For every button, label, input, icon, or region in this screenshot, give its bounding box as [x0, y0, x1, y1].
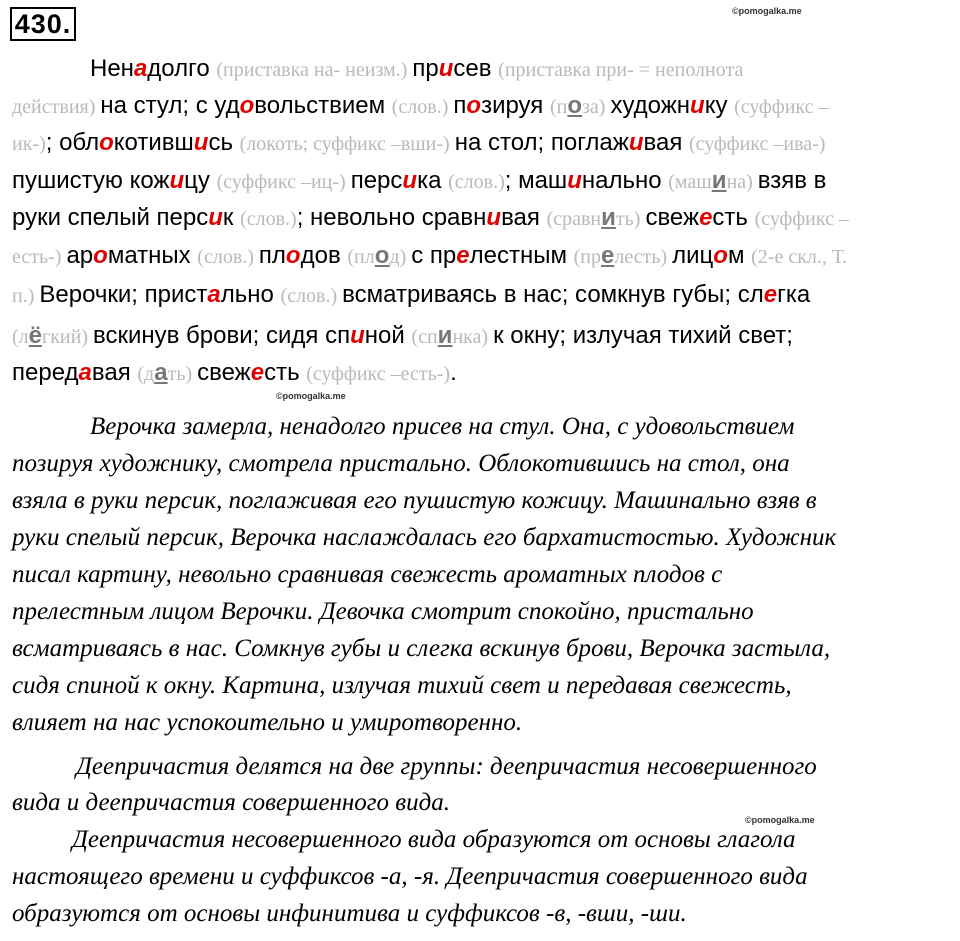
grammar-note: (д [137, 363, 155, 385]
highlighted-vowel: и [438, 55, 454, 82]
highlighted-vowel: о [93, 242, 108, 269]
text-fragment: на стол; поглаж [454, 129, 629, 156]
grammar-note: (суффикс –иц-) [216, 171, 351, 193]
text-fragment: с пр [411, 242, 457, 269]
grammar-note: лесть) [614, 246, 673, 268]
highlighted-vowel: о [239, 92, 255, 119]
text-fragment: ; маш [504, 167, 568, 194]
highlighted-vowel: и [690, 92, 705, 119]
text-fragment: Верочки; прист [39, 281, 208, 308]
grammar-note: (слов.) [280, 285, 343, 307]
story-line: писал картину, невольно сравнивая свежесть ароматных плодов с [12, 561, 723, 588]
text-fragment: м [727, 242, 752, 269]
story-line: сидя спиной к окну. Картина, излучая тихий свет и передавая свежесть, [12, 672, 792, 699]
grammar-note: (маш [668, 171, 712, 193]
grammar-note: (слов.) [197, 246, 259, 268]
grammar-note: за) [582, 96, 611, 118]
text-fragment: вольствием [254, 92, 392, 119]
grammar-note: д) [389, 246, 412, 268]
text-fragment: сть [264, 359, 307, 386]
text-fragment: вая [643, 129, 690, 156]
rule-line: настоящего времени и суффиксов -а, -я. Деепричастия совершенного вида [12, 863, 808, 890]
checking-vowel: ё [28, 322, 42, 349]
text-fragment: сь [208, 129, 240, 156]
text-fragment: вая [91, 359, 138, 386]
highlighted-vowel: а [133, 55, 148, 82]
grammar-note: ть) [167, 363, 198, 385]
story-line: взяла в руки персик, поглаживая его пушистую кожицу. Машинально взяв в [12, 487, 817, 514]
grammar-note: есть-) [12, 246, 67, 268]
grammar-note: (суффикс – [754, 208, 849, 230]
grammar-note: ик-) [12, 133, 46, 155]
grammar-note: (пр [573, 246, 601, 268]
story-line: руки спелый персик, Верочка наслаждалась его бархатистостью. Художник [12, 524, 837, 551]
text-fragment: к [222, 204, 241, 231]
highlighted-vowel: е [763, 281, 778, 308]
rule-line: образуются от основы инфинитива и суффиксов -в, -вши, -ши. [12, 900, 687, 927]
highlighted-vowel: и [402, 167, 418, 194]
text-fragment: цу [184, 167, 217, 194]
highlighted-vowel: о [713, 242, 728, 269]
grammar-note: действия) [12, 96, 101, 118]
text-fragment: п [453, 92, 467, 119]
text-fragment: пр [412, 55, 439, 82]
highlighted-vowel: и [193, 129, 209, 156]
checking-vowel: о [567, 92, 582, 119]
checking-vowel: и [437, 322, 453, 349]
annotated-line [12, 92, 829, 120]
checking-vowel: и [711, 167, 727, 194]
text-fragment: ку [704, 92, 735, 119]
text-fragment: на стул; с уд [100, 92, 240, 119]
text-fragment: перед [12, 359, 79, 386]
highlighted-vowel: о [99, 129, 114, 156]
watermark-bottom: ©pomogalka.me [745, 815, 815, 825]
checking-vowel: а [154, 359, 168, 386]
text-fragment: матных [107, 242, 198, 269]
exercise-number: 430. [10, 7, 76, 41]
grammar-note: (слов.) [391, 96, 454, 118]
story-line: всматриваясь в нас. Сомкнув губы и слегка вскинув брови, Верочка застыла, [12, 635, 831, 662]
highlighted-vowel: и [169, 167, 185, 194]
grammar-note: (л [12, 326, 29, 348]
text-fragment: гка [777, 281, 811, 308]
annotated-line [12, 204, 849, 232]
grammar-note: (п [549, 96, 568, 118]
highlighted-vowel: и [628, 129, 644, 156]
text-fragment: художн [610, 92, 691, 119]
text-fragment: ка [417, 167, 449, 194]
text-fragment: льно [220, 281, 281, 308]
story-line: влияет на нас успокоительно и умиротворенно. [12, 709, 523, 736]
text-fragment: свеж [197, 359, 251, 386]
grammar-note: п.) [12, 285, 40, 307]
text-fragment: ; невольно сравн [296, 204, 487, 231]
highlighted-vowel: о [285, 242, 301, 269]
grammar-note: (локоть; суффикс –вши-) [239, 133, 455, 155]
highlighted-vowel: и [567, 167, 582, 194]
grammar-note: (слов.) [448, 171, 505, 193]
highlighted-vowel: а [207, 281, 221, 308]
watermark-middle: ©pomogalka.me [276, 391, 346, 401]
rule-line: Деепричастия делятся на две группы: деепричастия несовершенного [76, 753, 817, 780]
highlighted-vowel: е [699, 204, 713, 231]
grammar-note: (слов.) [240, 208, 297, 230]
text-fragment: свеж [645, 204, 700, 231]
grammar-note: (суффикс –ива-) [689, 133, 826, 155]
grammar-note: нка) [452, 326, 494, 348]
grammar-note: (сравн [546, 208, 602, 230]
story-line: прелестным лицом Верочки. Девочка смотрит спокойно, пристально [12, 598, 754, 625]
annotated-line [12, 167, 826, 195]
annotated-line [90, 55, 743, 83]
text-fragment: зируя [481, 92, 550, 119]
grammar-note: (сп [411, 326, 438, 348]
checking-vowel: о [374, 242, 390, 269]
text-fragment: лестным [469, 242, 574, 269]
highlighted-vowel: и [486, 204, 502, 231]
grammar-note: (приставка на- неизм.) [216, 59, 413, 81]
text-fragment: котивш [113, 129, 194, 156]
grammar-note: (2-е скл., Т. [751, 246, 848, 268]
grammar-note: ть) [615, 208, 646, 230]
text-fragment: вая [501, 204, 547, 231]
annotated-line [12, 281, 810, 309]
rule-line: Деепричастия несовершенного вида образуются от основы глагола [72, 826, 796, 853]
grammar-note: (пл [347, 246, 375, 268]
annotated-line [12, 242, 847, 270]
grammar-note: (суффикс – [734, 96, 829, 118]
text-fragment: дов [300, 242, 348, 269]
checking-vowel: е [601, 242, 615, 269]
grammar-note: (приставка при- = неполнота [498, 59, 744, 81]
text-fragment: сть [712, 204, 755, 231]
annotated-line [12, 129, 825, 157]
annotated-line [12, 322, 793, 350]
highlighted-vowel: и [350, 322, 365, 349]
text-fragment: сев [453, 55, 499, 82]
text-fragment: Нен [90, 55, 134, 82]
text-fragment: руки спелый перс [12, 204, 209, 231]
highlighted-vowel: е [456, 242, 470, 269]
text-fragment: лиц [672, 242, 714, 269]
text-fragment: ной [364, 322, 412, 349]
grammar-note: на) [726, 171, 758, 193]
text-fragment: долго [147, 55, 217, 82]
highlighted-vowel: и [208, 204, 223, 231]
rule-line: вида и деепричастия совершенного вида. [12, 789, 451, 816]
annotated-line [12, 359, 457, 387]
text-fragment: всматриваясь в нас; сомкнув губы; сл [342, 281, 764, 308]
grammar-note: гкий) [42, 326, 93, 348]
grammar-note: (суффикс –есть-) [306, 363, 451, 385]
text-fragment: вскинув брови; сидя сп [93, 322, 351, 349]
story-line: позируя художнику, смотрела пристально. Облокотившись на стол, она [12, 450, 790, 477]
text-fragment: взяв в [757, 167, 827, 194]
text-fragment: нально [581, 167, 669, 194]
checking-vowel: и [601, 204, 616, 231]
text-fragment: ар [66, 242, 94, 269]
text-fragment: пл [258, 242, 286, 269]
text-fragment: ; обл [45, 129, 100, 156]
story-line: Верочка замерла, ненадолго присев на стул. Она, с удовольствием [90, 413, 795, 440]
watermark-top: ©pomogalka.me [732, 6, 802, 16]
text-fragment: перс [350, 167, 403, 194]
highlighted-vowel: е [250, 359, 265, 386]
highlighted-vowel: о [466, 92, 482, 119]
highlighted-vowel: а [78, 359, 92, 386]
text-fragment: . [450, 359, 457, 386]
text-fragment: пушистую кож [12, 167, 170, 194]
text-fragment: к окну; излучая тихий свет; [493, 322, 793, 349]
